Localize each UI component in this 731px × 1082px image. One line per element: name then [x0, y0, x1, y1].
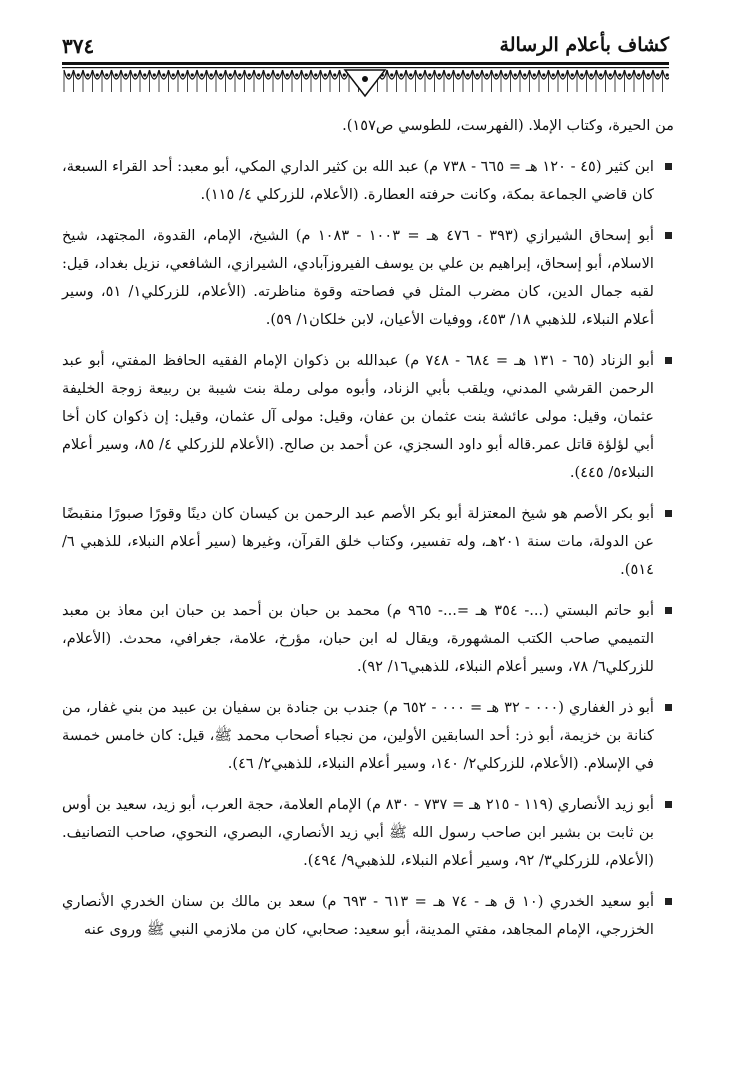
entry-text: أبو الزناد (٦٥ - ١٣١ هـ = ٦٨٤ - ٧٤٨ م) عبدالله بن ذكوان الإمام الفقيه الحافظ المفتي، أبو عبد الرحمن القرشي المدني، ويلقب بأبي الزناد، وأبوه مولى رملة بنت شيبة بن ربيعة زوجة الخليفة عثمان، وقيل: مولى عائشة بنت عثمان بن عفان، وقيل: مولى آل عثمان، وقيل: إن ذكوان كان أخا أبي لؤلؤة قاتل عمر.قاله أبو داود السجزي، عن أحمد بن صالح. (الأعلام للزركلي ٤/ ٨٥، وسير أعلام النبلاء٥/ ٤٤٥). — [62, 352, 654, 481]
entry-text: من الحيرة، وكتاب الإملا. (الفهرست، للطوسي ص١٥٧). — [342, 117, 674, 134]
index-entry — [62, 153, 674, 209]
index-entry — [62, 791, 674, 875]
ornamental-border — [62, 62, 669, 98]
bullet-marker — [665, 232, 672, 239]
entry-text: أبو بكر الأصم هو شيخ المعتزلة أبو بكر الأصم عبد الرحمن بن كيسان كان دينًا وقورًا صبورًا منقبضًا عن الدولة، مات سنة ٢٠١هـ، وله تفسير، وكتاب خلق القرآن، وغيرها (سير أعلام النبلاء، للذهبي ٦/ ٥١٤). — [62, 505, 654, 578]
bullet-marker — [665, 801, 672, 808]
entry-text: ابن كثير (٤٥ - ١٢٠ هـ = ٦٦٥ - ٧٣٨ م) عبد الله بن كثير الداري المكي، أبو معبد: أحد القراء السبعة، كان قاضي الجماعة بمكة، وكانت حرفته العطارة. (الأعلام، للزركلي ٤/ ١١٥). — [62, 158, 654, 203]
entry-text: أبو سعيد الخدري (١٠ ق هـ - ٧٤ هـ = ٦١٣ - ٦٩٣ م) سعد بن مالك بن سنان الخدري الأنصاري الخزرجي، الإمام المجاهد، مفتي المدينة، أبو سعيد: صحابي، كان من ملازمي النبي ﷺ وروى عنه — [62, 893, 655, 938]
index-entry — [62, 222, 674, 334]
index-entries — [62, 112, 674, 944]
index-entry — [62, 694, 674, 778]
index-entry — [62, 347, 674, 487]
bullet-marker — [665, 510, 672, 517]
entry-text: أبو زيد الأنصاري (١١٩ - ٢١٥ هـ = ٧٣٧ - ٨٣٠ م) الإمام العلامة، حجة العرب، أبو زيد، سعيد بن أوس بن ثابت بن بشير ابن صاحب رسول الله ﷺ أبي زيد الأنصاري، البصري، النحوي، صاحب التصانيف. (الأعلام، للزركلي٣/ ٩٢، وسير أعلام النبلاء، للذهبي٩/ ٤٩٤). — [62, 796, 654, 869]
bullet-marker — [665, 704, 672, 711]
index-entry — [62, 888, 674, 944]
index-entry — [62, 112, 674, 140]
entry-text: أبو حاتم البستي (...- ٣٥٤ هـ =...- ٩٦٥ م) محمد بن حبان بن أحمد بن حبان ابن معاذ بن معبد التميمي صاحب الكتب المشهورة، ويقال له ابن حبان، مؤرخ، علامة، جغرافي، محدث. (الأعلام، للزركلي٦/ ٧٨، وسير أعلام النبلاء، للذهبي١٦/ ٩٢). — [62, 602, 654, 675]
page-header — [62, 34, 669, 60]
page-number: ٣٧٤ — [62, 34, 95, 58]
entry-text: أبو ذر الغفاري (٠٠٠ - ٣٢ هـ = ٠٠٠ - ٦٥٢ م) جندب بن جنادة بن سفيان بن عبيد من بني غفار، من كنانة بن خزيمة، أبو ذر: أحد السابقين الأولين، من نجباء أصحاب محمد ﷺ، قيل: كان خامس خمسة في الإسلام. (الأعلام، للزركلي٢/ ١٤٠، وسير أعلام النبلاء، للذهبي٢/ ٤٦). — [62, 699, 654, 772]
bullet-marker — [665, 898, 672, 905]
bullet-marker — [665, 163, 672, 170]
index-entry — [62, 597, 674, 681]
bullet-marker — [665, 607, 672, 614]
bullet-marker — [665, 357, 672, 364]
book-title: كشاف بأعلام الرسالة — [499, 34, 669, 56]
index-entry — [62, 500, 674, 584]
entry-text: أبو إسحاق الشيرازي (٣٩٣ - ٤٧٦ هـ = ١٠٠٣ - ١٠٨٣ م) الشيخ، الإمام، القدوة، المجتهد، شيخ الاسلام، أبو إسحاق، إبراهيم بن علي بن يوسف الفيروزآبادي، الشيرازي، الشافعي، نزيل بغداد، قيل: لقبه جمال الدين، كان مضرب المثل في فصاحته وقوة مناظرته. (الأعلام، للزركلي١/ ٥١، وسير أعلام النبلاء، للذهبي ١٨/ ٤٥٣، ووفيات الأعيان، لابن خلكان١/ ٥٩). — [62, 227, 654, 328]
